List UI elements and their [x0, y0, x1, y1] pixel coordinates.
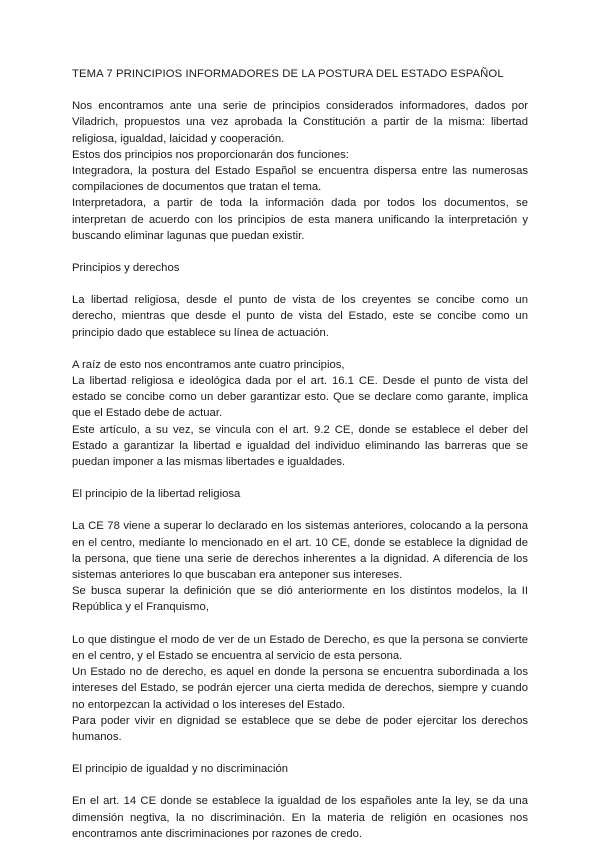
intro-paragraph: Nos encontramos ante una serie de principios considerados informadores, dados por Viladrich, propuestos una vez aprobada la Constitución a partir de la misma: libertad religiosa, igualdad, laicidad y cooperación.	[72, 100, 528, 145]
document-page	[72, 66, 528, 842]
spacer	[72, 502, 528, 518]
body-paragraph: Este artículo, a su vez, se vincula con el art. 9.2 CE, donde se establece el deber del Estado a garantizar la libertad e igualdad del individuo eliminando las barreras que se puedan imponer a las mismas libertades e igualdades.	[72, 423, 528, 469]
spacer	[72, 470, 528, 486]
document-title: TEMA 7 PRINCIPIOS INFORMADORES DE LA POSTURA DEL ESTADO ESPAÑOL	[72, 68, 504, 80]
section-heading: El principio de la libertad religiosa	[72, 488, 241, 501]
body-paragraph: Lo que distingue el modo de ver de un Estado de Derecho, es que la persona se convierte en el centro, y el Estado se encuentra al servicio de esta persona.	[72, 633, 528, 662]
body-paragraph: Se busca superar la definición que se dió anteriormente en los distintos modelos, la II República y el Franquismo,	[72, 585, 528, 614]
body-paragraph: A raíz de esto nos encontramos ante cuatro principios,	[72, 358, 345, 371]
spacer	[72, 341, 528, 357]
spacer	[72, 616, 528, 632]
body-paragraph: Un Estado no de derecho, es aquel en donde la persona se encuentra subordinada a los intereses del Estado, se podrán ejercer una cierta medida de derechos, siempre y cuando no entorpezcan la actividad o los intereses del Estado.	[72, 666, 528, 711]
body-paragraph: Para poder vivir en dignidad se establece que se debe de poder ejercitar los derechos humanos.	[72, 714, 528, 743]
spacer	[72, 276, 528, 292]
intro-paragraph: Estos dos principios nos proporcionarán dos funciones:	[72, 148, 349, 161]
spacer	[72, 244, 528, 260]
spacer	[72, 745, 528, 761]
body-paragraph: La libertad religiosa, desde el punto de vista de los creyentes se concibe como un derecho, mientras que desde el punto de vista del Estado, este se concibe como un principio dado que establece su línea de actuación.	[72, 294, 528, 339]
section-heading: El principio de igualdad y no discriminación	[72, 763, 289, 776]
section-heading: Principios y derechos	[72, 262, 180, 275]
body-paragraph: La libertad religiosa e ideológica dada por el art. 16.1 CE. Desde el punto de vista del estado se concibe como un deber garantizar esto. Que se declare como garante, implica que el Estado debe de actuar.	[72, 375, 528, 420]
spacer	[72, 777, 528, 793]
intro-paragraph: Integradora, la postura del Estado Español se encuentra dispersa entre las numerosas compilaciones de documentos que tratan el tema.	[72, 165, 528, 194]
intro-paragraph: Interpretadora, a partir de toda la información dada por todos los documentos, se interpretan de acuerdo con los principios de esta manera unificando la interpretación y buscando eliminar lagunas que puedan existir.	[72, 197, 528, 242]
body-paragraph: En el art. 14 CE donde se establece la igualdad de los españoles ante la ley, se da una dimensión negtiva, la no discriminación. En la materia de religión en ocasiones nos encontramos ante discriminaciones por razones de credo.	[72, 795, 528, 840]
body-paragraph: La CE 78 viene a superar lo declarado en los sistemas anteriores, colocando a la persona en el centro, mediante lo mencionado en el art. 10 CE, donde se establece la dignidad de la persona, que tiene una serie de derechos inherentes a la dignidad. A diferencia de los sistemas anteriores lo que buscaban era anteponer sus intereses.	[72, 520, 528, 582]
